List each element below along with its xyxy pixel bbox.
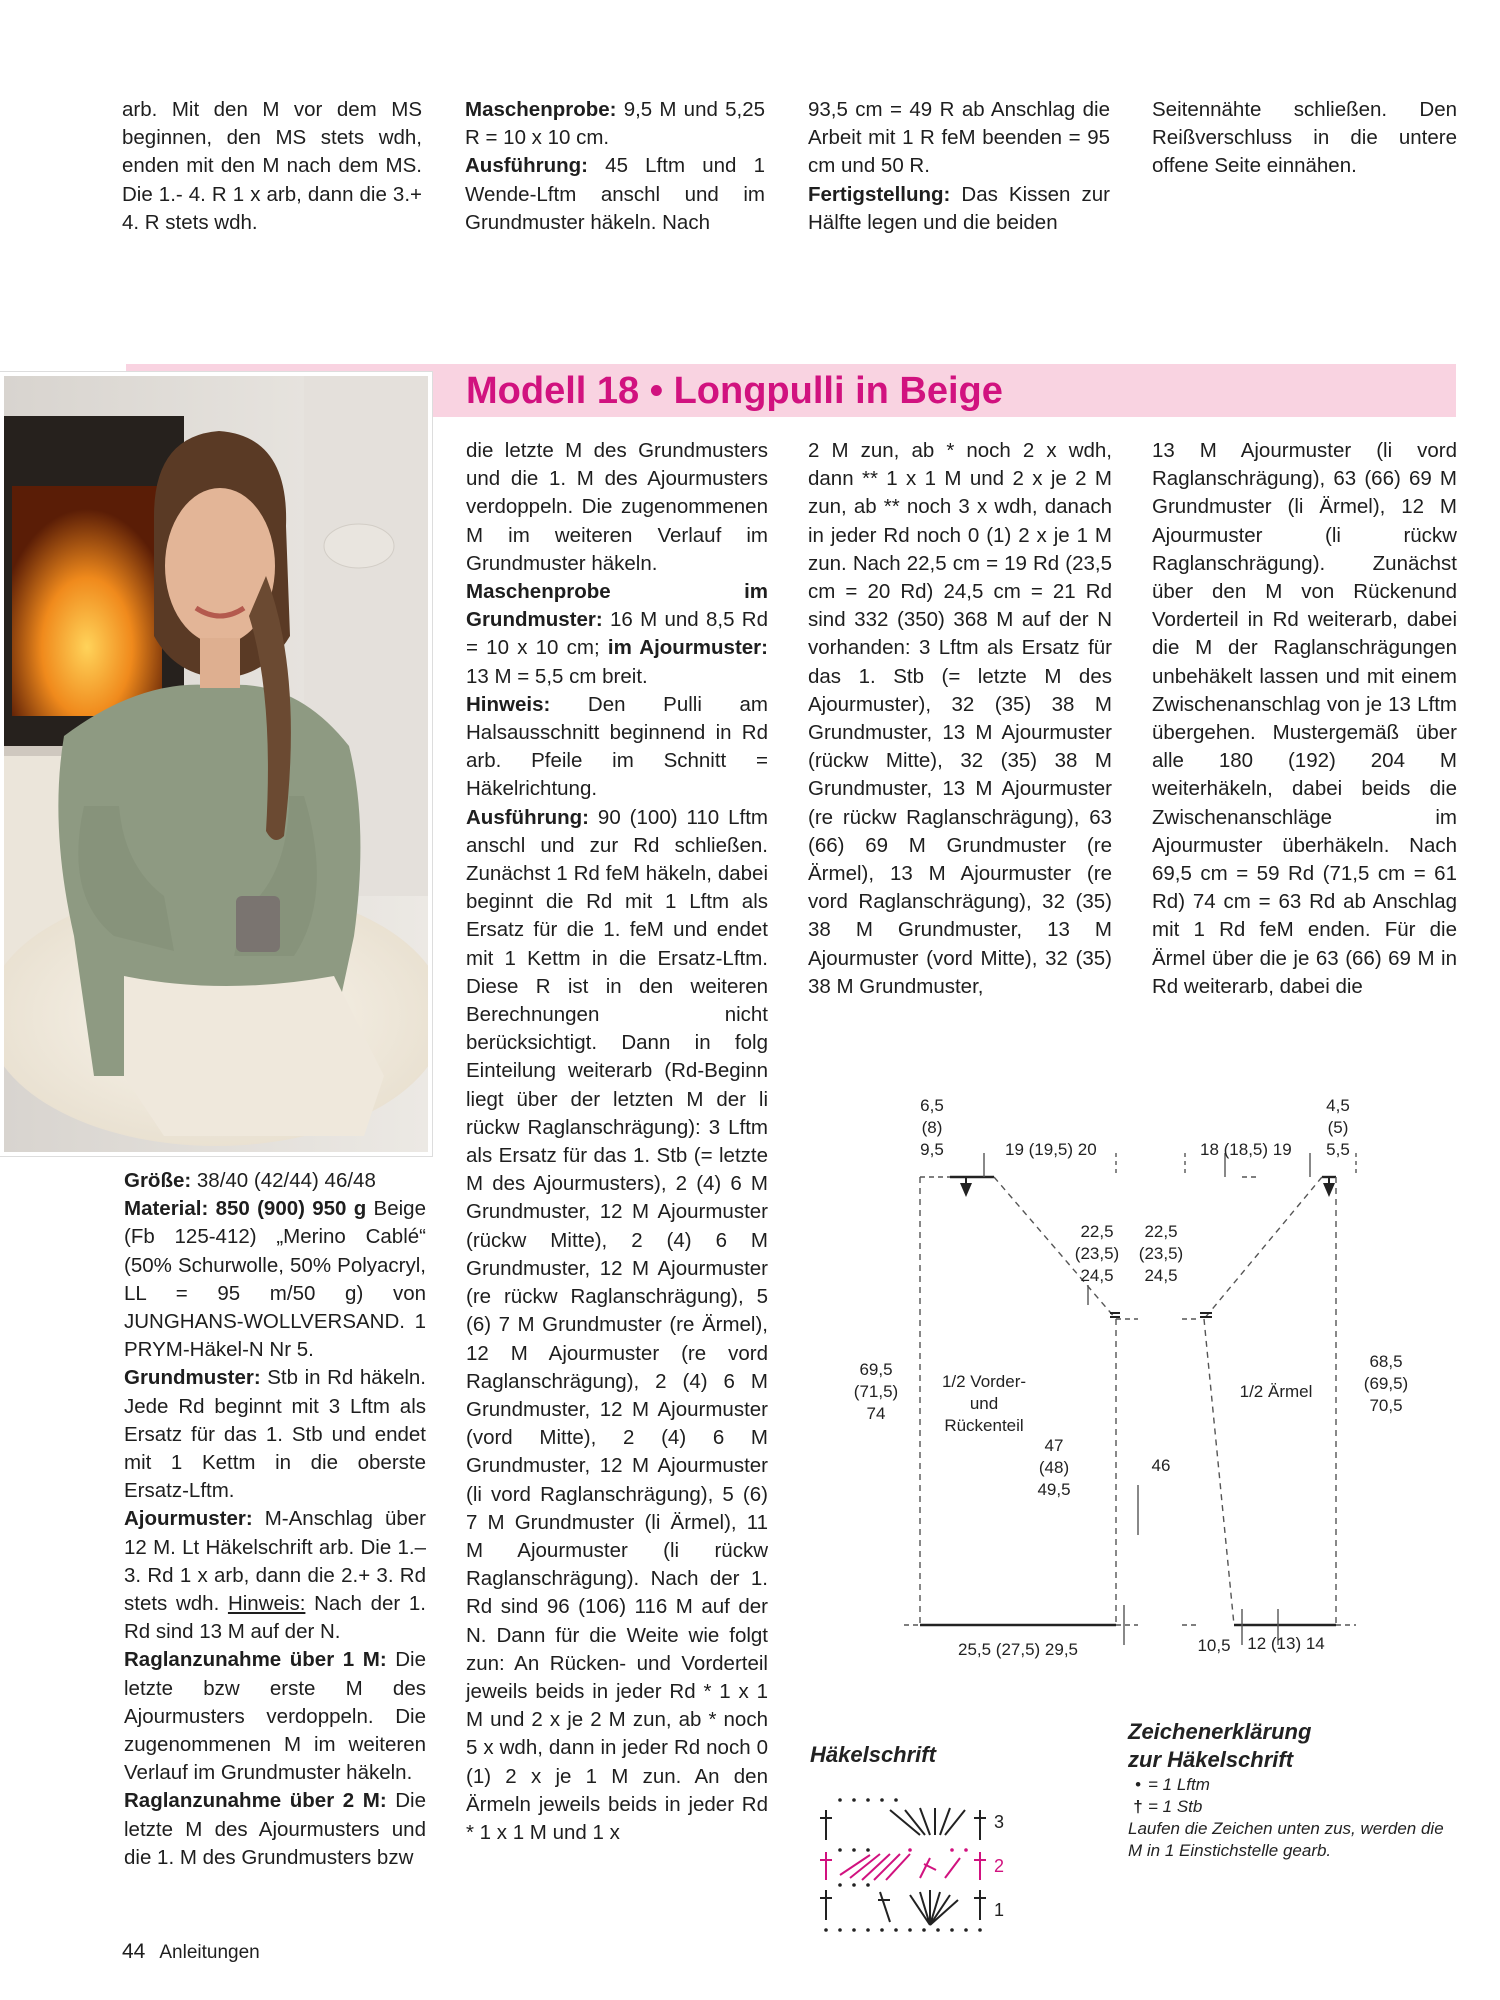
legend-item-chain (1128, 1774, 1458, 1796)
top-column-4 (1152, 96, 1457, 181)
legend-note: Laufen die Zeichen unten zus, werden die M in 1 Einstichstelle gearb. (1128, 1819, 1444, 1860)
measure-text: 69,5 (859, 1360, 893, 1379)
measure-text: 24,5 (1144, 1266, 1178, 1285)
measure-text: (48) (1038, 1458, 1070, 1477)
sleeve-label: 1/2 Ärmel (1239, 1382, 1313, 1401)
page-title: Modell 18 • Longpulli in Beige (466, 370, 1003, 412)
page-footer (122, 1940, 260, 1964)
page-number: 44 (122, 1940, 146, 1963)
dot-icon: • (1135, 1775, 1141, 1794)
label-ausfuehrung: Ausführung: (465, 154, 588, 178)
model-photo-illustration (4, 376, 428, 1152)
measure-text: 6,5 (920, 1096, 944, 1115)
measure-text: 5,5 (1326, 1140, 1350, 1159)
measure-text: 24,5 (1080, 1266, 1114, 1285)
top-column-1 (122, 96, 422, 237)
text-raglan-2: Die letzte M des Ajourmusters und die 1. M des Grundmusters bzw (124, 1789, 426, 1869)
pattern-schematic (820, 1085, 1460, 1665)
fourth-column-text: 13 M Ajourmuster (li vord Raglanschrägung), 63 (66) 69 M Grundmuster (li Ärmel), 12 M Ajourmuster (li rückw Raglanschrägung). Zunächst über den M von Rückenund Vorderteil in Rd weiterarb, dabei die M der Raglanschrägungen unbehäkelt lassen und mit einem Zwischenanschlag von je 13 Lftm übergehen. Mustergemäß über alle 180 (192) 204 M weiterhäkeln, dabei beids die Zwischenanschläge im Ajourmuster überhäkeln. Nach 69,5 cm = 59 Rd (71,5 cm = 61 Rd) 74 cm = 63 Rd ab Anschlag mit 1 Rd feM enden. Für die Ärmel über die je 63 (66) 69 M in Rd weiterarb, dabei die (1152, 439, 1457, 998)
label-ajourmuster: Ajourmuster: (124, 1507, 253, 1531)
measure-text: 9,5 (920, 1140, 944, 1159)
crochet-chart-title: Häkelschrift (810, 1742, 936, 1767)
top-column-3-text: 93,5 cm = 49 R ab Anschlag die Arbeit mit 1 R feM beenden = 95 cm und 50 R. (808, 98, 1110, 178)
measure-text: 70,5 (1369, 1396, 1403, 1415)
measure-text: 22,5 (1080, 1222, 1114, 1241)
label-text: Rückenteil (944, 1416, 1024, 1435)
body-top-width: 19 (19,5) 20 (1005, 1140, 1097, 1159)
text-ausfuehrung-pulli: 90 (100) 110 Lftm anschl und zur Rd schließen. Zunächst 1 Rd feM häkeln, dabei beginnt die Rd mit 1 Lftm als Ersatz für die 1. feM und endet mit 1 Kettm in die Ersatz-Lftm. Diese R ist in den weiteren Berechnungen nicht berücksichtigt. Dann in folg Einteilung weiterarb (Rd-Beginn liegt über der letzten M der li rückw Raglanschrägung): 3 Lftm als Ersatz für das 1. Stb (= letzte M des Ajourmusters), 2 (4) 6 M Grundmuster, 12 M Ajourmuster (rückw Mitte), 2 (4) 6 M Grundmuster, 12 M Ajourmuster (re rückw Raglanschrägung), 5 (6) 7 M Grundmuster (re Ärmel), 12 M Ajourmuster (re vord Raglanschrägung), 2 (4) 6 M Grundmuster, 12 M Ajourmuster (vord Mitte), 2 (4) 6 M Grundmuster, 12 M Ajourmuster (li vord Raglanschrägung), 5 (6) 7 M Grundmuster (li Ärmel), 11 M Ajourmuster (li rückw Raglanschrägung). Nach der 1. Rd sind 96 (106) 116 M auf der N. Dann für die Weite wie folgt zun: An Rücken- und Vorderteil jeweils beids in jeder Rd * 1 x 1 M und 2 x je 2 M zun, ab * noch 5 x wdh, dann in jeder Rd noch 0 (1) 2 x je 1 M zun. An den Ärmeln jeweils beids in jeder Rd * 1 x 1 M und 1 x (466, 805, 768, 1844)
sleeve-raglan-measures (1139, 1222, 1183, 1285)
double-crochet-icon: † (1133, 1797, 1143, 1816)
fourth-column (1152, 437, 1457, 1001)
sleeve-bottom-width: 12 (13) 14 (1247, 1634, 1325, 1653)
legend-item-stitch (1128, 1796, 1458, 1818)
text-ausfuehrung: 45 Lftm und 1 Wende-Lftm anschl und im Grundmuster häkeln. Nach (465, 154, 765, 234)
left-column (124, 1167, 426, 1872)
label-material: Material: 850 (900) 950 g (124, 1197, 367, 1221)
legend-item-stitch-text: = 1 Stb (1148, 1797, 1203, 1816)
middle-column (466, 437, 768, 1847)
arrow-down-icon (1323, 1183, 1335, 1197)
body-bottom-width: 25,5 (27,5) 29,5 (957, 1640, 1079, 1659)
text-ajourmuster: M-Anschlag über 12 M. Lt Häkelschrift arb. Die 1.– 3. Rd 1 x arb, dann die 2.+ 3. Rd stets wdh. (124, 1507, 426, 1616)
top-column-1-text: arb. Mit den M vor dem MS beginnen, den MS stets wdh, enden mit den M nach dem MS. Die 1.- 4. R 1 x arb, dann die 3.+ 4. R stets wdh. (122, 98, 422, 234)
text-maschenprobe: 9,5 M und 5,25 R = 10 x 10 cm. (465, 98, 765, 150)
label-hinweis: Hinweis: (466, 692, 551, 716)
section-name: Anleitungen (159, 1942, 260, 1963)
measure-text: (23,5) (1138, 1244, 1184, 1263)
row-number: 3 (994, 1812, 1005, 1832)
top-column-4-text: Seitennähte schließen. Den Reißverschluss in die untere offene Seite einnähen. (1152, 98, 1457, 178)
top-column-2 (465, 96, 765, 237)
measure-text: (5) (1327, 1118, 1349, 1137)
text-ajourmuster-hinweis: Nach der 1. Rd sind 13 M auf der N. (124, 1592, 426, 1644)
third-column (808, 437, 1112, 1001)
body-side-measures (1037, 1436, 1070, 1499)
label-hinweis-underlined: Hinweis: (227, 1592, 306, 1616)
label-groesse: Größe: (124, 1169, 192, 1192)
measure-text: 49,5 (1037, 1480, 1071, 1499)
model-photo (0, 372, 432, 1156)
text-maschenprobe-ajour: 13 M = 5,5 cm breit. (466, 664, 648, 688)
legend-title-2: zur Häkelschrift (1128, 1747, 1294, 1772)
label-grundmuster: Grundmuster: (124, 1366, 261, 1390)
sleeve-side: 46 (1151, 1456, 1171, 1475)
third-column-text: 2 M zun, ab * noch 2 x wdh, dann ** 1 x 1 M und 2 x je 2 M zun, ab ** noch 3 x wdh, danach in jeder Rd noch 0 (1) 2 x je 1 M zun. Nach 22,5 cm = 19 Rd (23,5 cm = 20 Rd) 24,5 cm = 21 Rd sind 332 (350) 368 M auf der N vorhanden: 3 Lftm als Ersatz für das 1. Stb (= letzte M des Ajourmuster), 32 (35) 38 M Grundmuster, 13 M Ajourmuster (rückw Mitte), 32 (35) 38 M Grundmuster, 13 M Ajourmuster (re rückw Raglanschrägung), 63 (66) 69 M Grundmuster (re Ärmel), 13 M Ajourmuster (re vord Raglanschrägung), 32 (35) 38 M Grundmuster, 13 M Ajourmuster (vord Mitte), 32 (35) 38 M Grundmuster, (808, 439, 1112, 998)
top-column-3 (808, 96, 1110, 237)
row-number: 1 (994, 1900, 1005, 1920)
sleeve-top-width: 18 (18,5) 19 (1200, 1140, 1292, 1159)
measure-text: (69,5) (1363, 1374, 1409, 1393)
measure-text: (71,5) (853, 1382, 899, 1401)
text-hinweis: Den Pulli am Halsausschnitt beginnend in Rd arb. Pfeile im Schnitt = Häkelrichtung. (466, 692, 768, 801)
measure-text: (8) (921, 1118, 943, 1137)
text-maschenprobe-grund: 16 M und 8,5 Rd = 10 x 10 cm; (466, 608, 768, 660)
label-ausfuehrung-pulli: Ausführung: (466, 805, 589, 829)
text-raglan-1: Die letzte bzw erste M des Ajourmusters verdoppeln. Die zugenommenen M im weiteren Verlauf im Grundmuster häkeln. (124, 1648, 426, 1785)
body-height-measures (854, 1360, 898, 1423)
measure-text: 74 (866, 1404, 886, 1423)
legend-item-chain-text: = 1 Lftm (1148, 1775, 1210, 1794)
sleeve-bottom-left: 10,5 (1197, 1636, 1231, 1655)
text-groesse: 38/40 (42/44) 46/48 (191, 1169, 376, 1192)
label-maschenprobe-ajour: im Ajourmuster: (607, 636, 768, 660)
label-fertigstellung: Fertigstellung: (808, 182, 951, 206)
text-fertigstellung: Das Kissen zur Hälfte legen und die beiden (808, 182, 1110, 234)
label-raglan-1: Raglanzunahme über 1 M: (124, 1648, 387, 1672)
measure-text: 68,5 (1369, 1352, 1403, 1371)
legend (1128, 1718, 1458, 1862)
label-text: 1/2 Vorder- (941, 1372, 1027, 1391)
text-grundmuster: Stb in Rd häkeln. Jede Rd beginnt mit 3 Lftm als Ersatz für das 1. Stb und endet mit 1 Kettm in die oberste Ersatz-Lftm. (124, 1366, 426, 1503)
text-material: Beige (Fb 125-412) „Merino Cablé“ (50% Schurwolle, 50% Polyacryl, LL = 95 m/50 g) von JUNGHANS-WOLLVERSAND. 1 PRYM-Häkel-N Nr 5. (124, 1197, 426, 1362)
arrow-down-icon (960, 1183, 972, 1197)
label-maschenprobe: Maschenprobe: (465, 98, 617, 121)
text-mid-intro: die letzte M des Grundmusters und die 1. M des Ajourmusters verdoppeln. Die zugenommenen M im weiteren Verlauf im Grundmuster häkeln. (466, 439, 768, 575)
label-raglan-2: Raglanzunahme über 2 M: (124, 1789, 387, 1813)
measure-text: 47 (1044, 1436, 1064, 1455)
measure-text: (23,5) (1074, 1244, 1120, 1263)
sleeve-height-measures (1364, 1352, 1408, 1415)
label-maschenprobe-grund: Maschenprobe im Grundmuster: (466, 580, 768, 632)
body-raglan-measures (1075, 1222, 1119, 1285)
sleeve-top-right-measures (1326, 1096, 1350, 1159)
legend-title-1: Zeichenerklärung (1128, 1719, 1312, 1744)
row-number: 2 (994, 1856, 1005, 1876)
measure-text: 22,5 (1144, 1222, 1178, 1241)
label-text: und (969, 1394, 999, 1413)
measure-text: 4,5 (1326, 1096, 1350, 1115)
body-top-left-measures (920, 1096, 944, 1159)
crochet-chart (810, 1780, 1030, 1950)
body-label (942, 1372, 1026, 1435)
